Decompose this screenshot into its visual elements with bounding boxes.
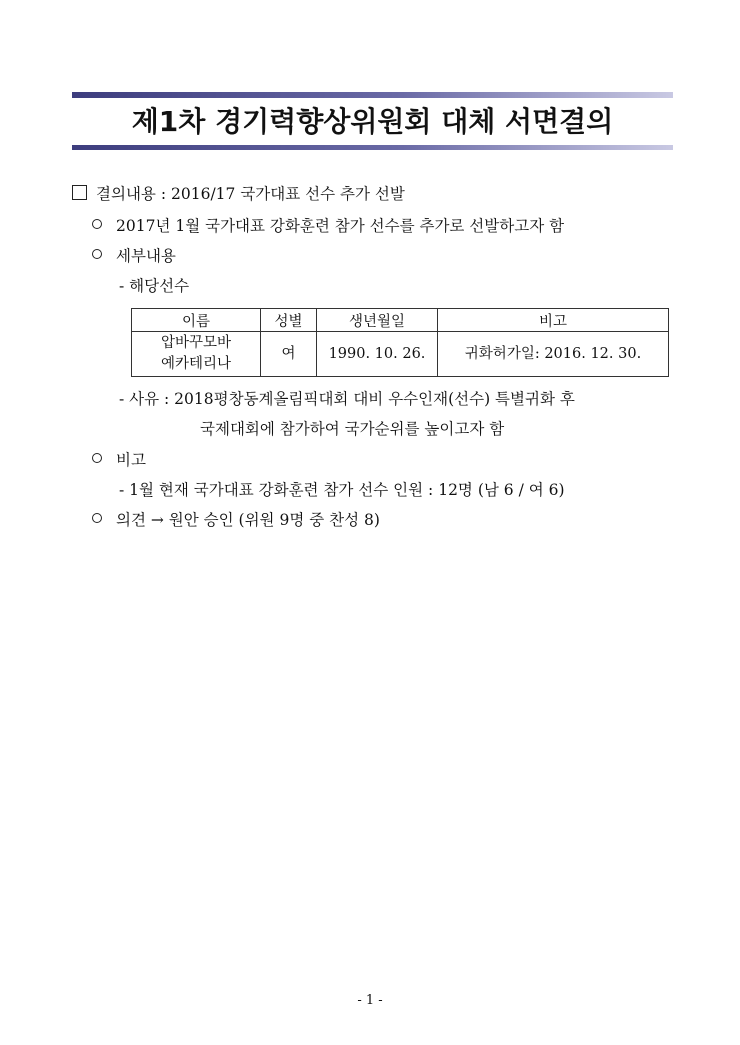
- header-gender: 성별: [261, 309, 317, 332]
- header-birth: 생년월일: [317, 309, 438, 332]
- cell-note: 귀화허가일: 2016. 12. 30.: [438, 332, 669, 377]
- name-line-1: 압바꾸모바: [160, 335, 232, 351]
- remarks-label: 비고: [116, 451, 146, 469]
- cell-name: [132, 332, 261, 377]
- table-row: [132, 332, 669, 377]
- resolution-line: [72, 183, 405, 205]
- opinion-text: 의견 → 원안 승인 (위원 9명 중 찬성 8): [116, 511, 380, 529]
- page-number: - 1 -: [357, 993, 383, 1008]
- circle-bullet-icon: [92, 513, 102, 523]
- bullet-selection: [92, 215, 564, 237]
- reason-line-1: - 사유 : 2018평창동계올림픽대회 대비 우수인재(선수) 특별귀화 후: [119, 390, 575, 408]
- circle-bullet-icon: [92, 219, 102, 229]
- header-note: 비고: [438, 309, 669, 332]
- bullet-remarks: [92, 449, 146, 471]
- bullet-opinion: [92, 509, 380, 531]
- details-sub-label: - 해당선수: [119, 277, 190, 295]
- circle-bullet-icon: [92, 249, 102, 259]
- resolution-text: 2016/17 국가대표 선수 추가 선발: [171, 185, 405, 203]
- bullet-details: [92, 245, 176, 267]
- resolution-label: 결의내용: [96, 185, 156, 203]
- cell-birth: 1990. 10. 26.: [317, 332, 438, 377]
- table-header-row: [132, 309, 669, 332]
- cell-gender: 여: [261, 332, 317, 377]
- reason-line-2: 국제대회에 참가하여 국가순위를 높이고자 함: [200, 420, 505, 438]
- selection-text: 2017년 1월 국가대표 강화훈련 참가 선수를 추가로 선발하고자 함: [116, 217, 565, 235]
- title-bottom-bar: [72, 145, 673, 150]
- resolution-colon: :: [160, 185, 167, 203]
- candidate-table: [131, 308, 669, 377]
- name-line-2: 예카테리나: [160, 356, 232, 372]
- circle-bullet-icon: [92, 453, 102, 463]
- header-name: 이름: [132, 309, 261, 332]
- remarks-text: - 1월 현재 국가대표 강화훈련 참가 선수 인원 : 12명 (남 6 / 여 6): [119, 481, 565, 499]
- page-title: 제1차 경기력향상위원회 대체 서면결의: [131, 105, 614, 138]
- details-label: 세부내용: [116, 247, 176, 265]
- checkbox-square-icon: [72, 185, 87, 200]
- title-block: [72, 92, 673, 150]
